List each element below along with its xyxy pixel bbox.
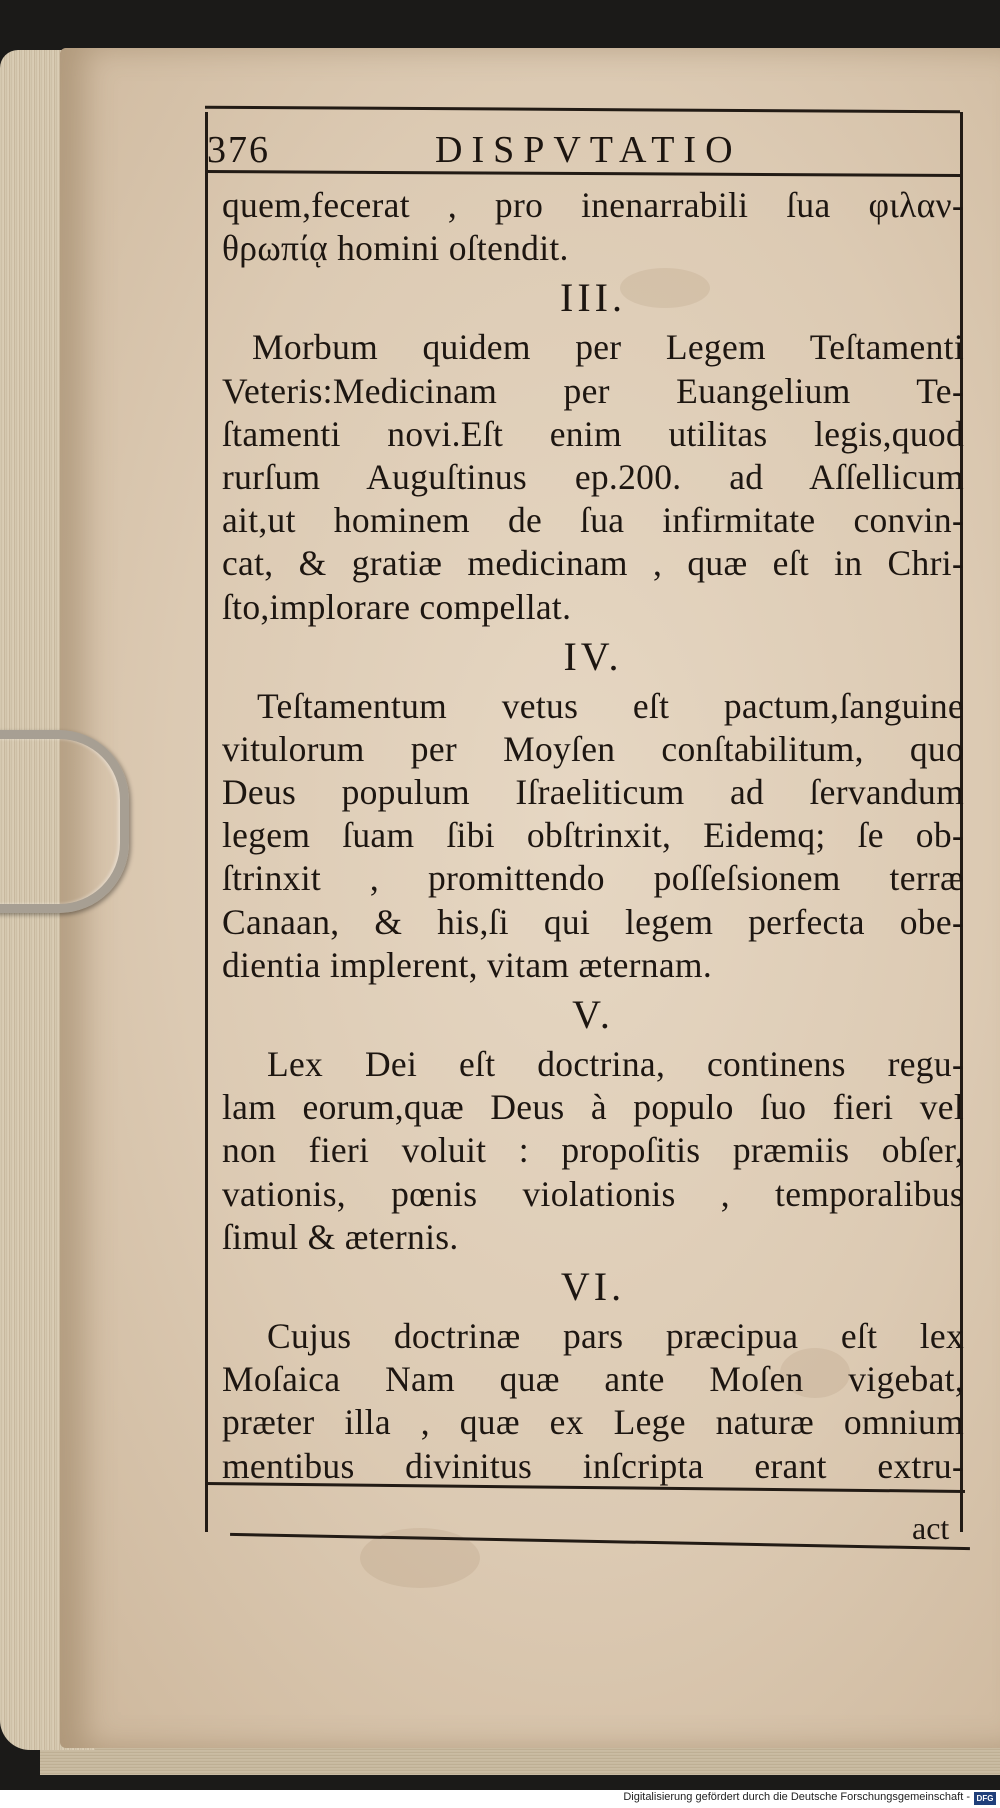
thesis-number: III.: [560, 275, 626, 321]
text-line: dientia implerent, vitam æternam.: [222, 944, 712, 985]
text-line: Canaan, & his,ſi qui legem perfecta obe-: [222, 901, 964, 942]
text-line: ait,ut hominem de ſua infirmitate convin-: [222, 500, 964, 541]
body-text: [222, 184, 964, 1488]
text-line: Moſaica Nam quæ ante Moſen vigebat,: [222, 1359, 964, 1400]
text-line: Cujus doctrinæ pars præcipua eſt lex: [267, 1315, 964, 1356]
page-header: [205, 120, 965, 180]
text-line: vationis, pœnis violationis , temporalibus: [222, 1173, 964, 1214]
text-line: ſimul & æternis.: [222, 1216, 459, 1257]
page-number: 376: [207, 129, 270, 171]
thesis-number: V.: [572, 992, 614, 1037]
thesis-number: IV.: [563, 633, 623, 679]
text-line: ſto,implorare compellat.: [222, 586, 572, 627]
thesis-number: VI.: [560, 1263, 626, 1309]
text-line: rurſum Auguſtinus ep.200. ad Aſſellicum: [222, 456, 964, 497]
text-line: cat, & gratiæ medicinam , quæ eſt in Chri-: [222, 543, 964, 584]
text-line: vitulorum per Moyſen conſtabilitum, quo: [222, 728, 964, 769]
catchword: act: [912, 1510, 950, 1546]
text-line: non fieri voluit : propoſitis præmiis obſer,: [222, 1130, 964, 1171]
text-line: ſtamenti novi.Eſt enim utilitas legis,quod: [222, 413, 964, 454]
text-line: præter illa , quæ ex Lege naturæ omnium: [222, 1402, 964, 1443]
metal-clip: [0, 730, 129, 913]
text-line: mentibus divinitus inſcripta erant extru-: [222, 1445, 964, 1486]
running-head: DISPVTATIO: [435, 129, 742, 171]
digitization-credit: Digitalisierung gefördert durch die Deutsche Forschungsgemeinschaft -: [623, 1791, 970, 1803]
text-line: legem ſuam ſibi obſtrinxit, Eidemq; ſe ob-: [222, 815, 964, 856]
text-line: Lex Dei eſt doctrina, continens regu-: [267, 1044, 964, 1084]
dfg-logo: DFG: [974, 1792, 996, 1805]
text-line: Deus populum Iſraeliticum ad ſervandum: [222, 772, 964, 813]
text-line: Veteris:Medicinam per Euangelium Te-: [222, 370, 964, 411]
text-line: ſtrinxit , promittendo poſſeſsionem terræ: [222, 858, 964, 899]
text-line: quem,fecerat , pro inenarrabili ſua φιλαν-: [222, 185, 964, 225]
text-line: Teſtamentum vetus eſt pactum,ſanguine: [257, 685, 964, 726]
text-line: Morbum quidem per Legem Teſtamenti: [252, 327, 964, 368]
text-line: θρωπίᾳ homini oſtendit.: [222, 228, 569, 269]
text-line: lam eorum,quæ Deus à populo ſuo fieri vel: [222, 1087, 964, 1128]
